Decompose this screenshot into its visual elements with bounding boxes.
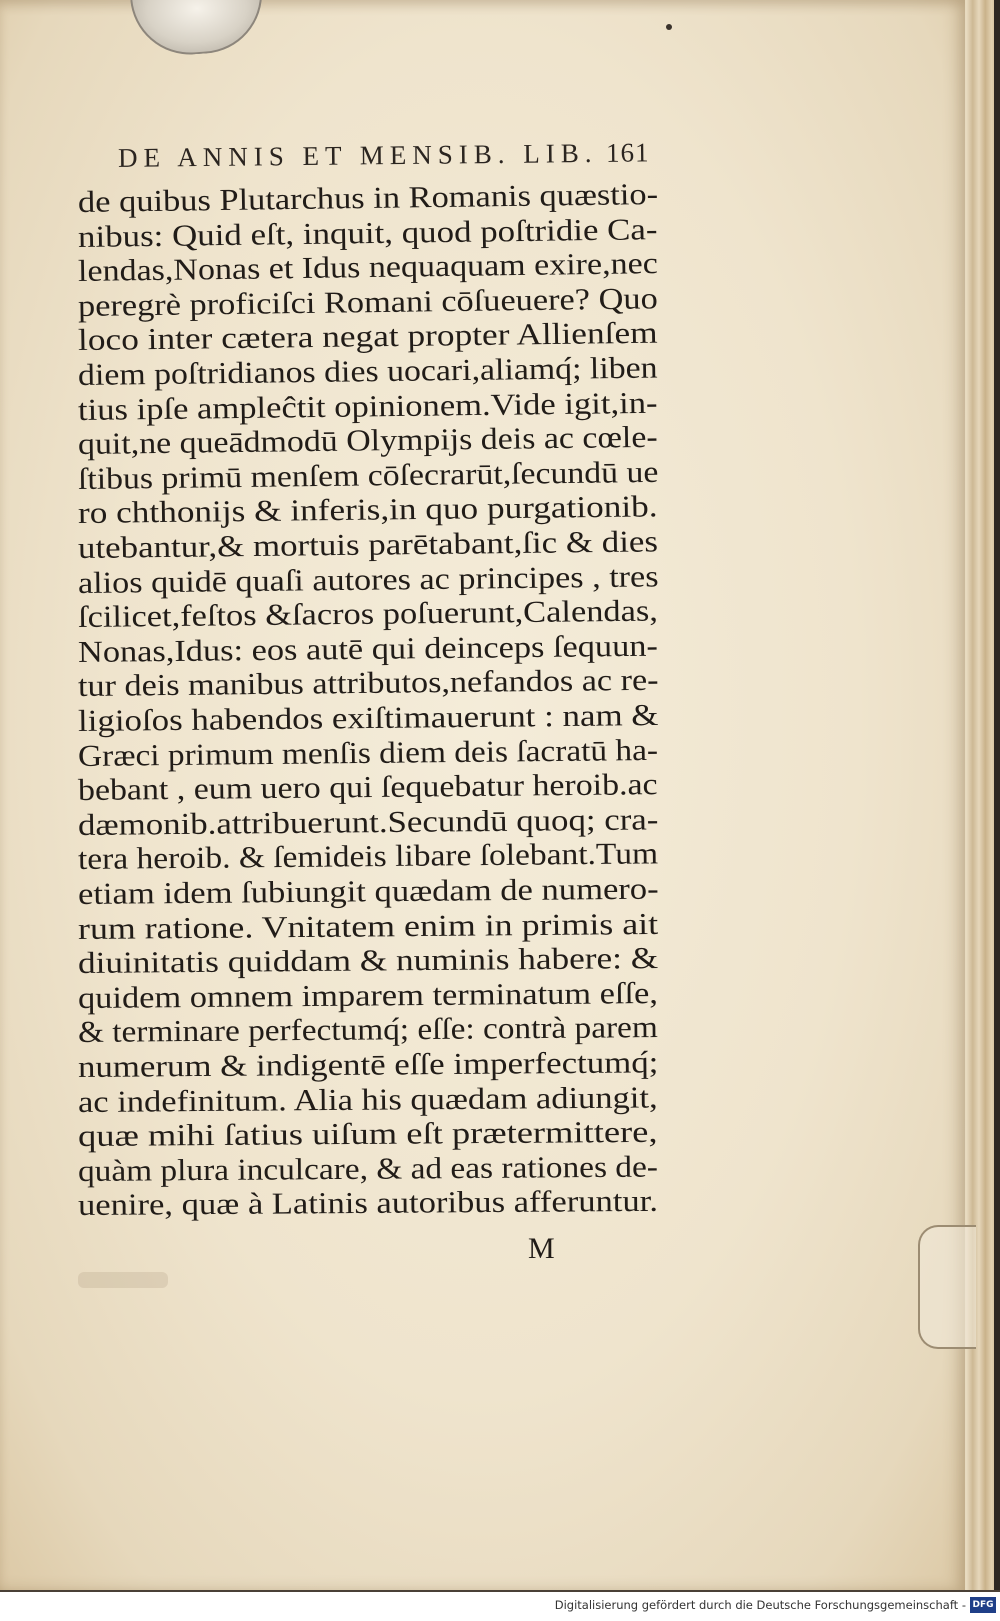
running-head-title: DE ANNIS ET MENSIB. LIB. bbox=[117, 137, 598, 173]
text-line: utebantur,& mortuis parētabant,ſic & dies bbox=[77, 524, 659, 565]
ink-mark bbox=[666, 24, 672, 30]
text-line: tur deis manibus attributos,nefandos ac re- bbox=[77, 663, 659, 704]
footer-bar bbox=[0, 1592, 1000, 1621]
text-line: quit,ne queādmodū Olympijs deis ac cœle- bbox=[77, 419, 658, 462]
text-line: loco inter cætera negat propter Allienſem bbox=[77, 316, 658, 358]
text-line: lendas,Nonas et Idus nequaquam exire,nec bbox=[77, 246, 659, 289]
text-line: Nonas,Idus: eos autē qui deinceps ſequun- bbox=[77, 628, 659, 669]
text-line: rum ratione. Vnitatem enim in primis ait bbox=[77, 906, 659, 946]
text-line: ro chthonijs & inferis,in quo purgationib. bbox=[77, 489, 658, 531]
dfg-logo: DFG bbox=[970, 1597, 996, 1613]
text-line: ſtibus primū menſem cōſecrarūt,ſecundū ue bbox=[77, 454, 659, 496]
text-line: nibus: Quid eſt, inquit, quod poſtridie Ca- bbox=[77, 211, 658, 254]
text-line: diem poſtridianos dies uocari,aliamq́; liben bbox=[77, 350, 658, 392]
text-line: numerum & indigentē eſſe imperfectumq́; bbox=[77, 1045, 659, 1084]
text-line: tius ipſe ampleĉtit opinionem.Vide igit,in- bbox=[77, 385, 658, 427]
text-line: quæ mihi ſatius uiſum eſt prætermittere, bbox=[77, 1115, 658, 1154]
footer-credit: Digitalisierung gefördert durch die Deutsche Forschungsgemeinschaft - bbox=[554, 1598, 966, 1612]
page-tab bbox=[918, 1225, 976, 1349]
text-line: alios quidē quaſi autores ac principes , tres bbox=[77, 558, 659, 600]
text-line: ſcilicet,feſtos &ſacros poſuerunt,Calendas, bbox=[77, 593, 659, 635]
text-line: uenire, quæ à Latinis autoribus afferuntur. bbox=[77, 1184, 659, 1223]
text-line: quàm plura inculcare, & ad eas rationes de- bbox=[77, 1149, 659, 1188]
text-line: quidem omnem imparem terminatum eſſe, bbox=[77, 975, 659, 1015]
text-line: ac indefinitum. Alia his quædam adiungit, bbox=[77, 1080, 658, 1119]
bleed-through-text bbox=[78, 1272, 168, 1288]
book-spine-shadow bbox=[994, 0, 1000, 1590]
catchword: M bbox=[528, 1232, 555, 1265]
text-line: ligioſos habendos exiſtimauerunt : nam & bbox=[77, 698, 659, 738]
running-head bbox=[118, 137, 678, 174]
text-line: dæmonib.attribuerunt.Secundū quoq; cra- bbox=[77, 802, 659, 842]
text-line: etiam idem ſubiungit quædam de numero- bbox=[77, 871, 659, 911]
folio-number: 161 bbox=[605, 137, 650, 168]
page-clip bbox=[130, 0, 266, 59]
text-line: de quibus Plutarchus in Romanis quæstio- bbox=[77, 176, 659, 219]
text-line: tera heroib. & ſemideis libare ſolebant.Tum bbox=[77, 836, 659, 877]
text-line: bebant , eum uero qui ſequebatur heroib.ac bbox=[77, 767, 658, 808]
text-line: peregrè proficiſci Romani cōſueuere? Quo bbox=[77, 281, 658, 323]
text-line: Græci primum menſis diem deis ſacratū ha- bbox=[77, 732, 659, 773]
text-line: & terminare perfectumq́; eſſe: contrà parem bbox=[77, 1010, 658, 1050]
text-line: diuinitatis quiddam & numinis habere: & bbox=[77, 941, 659, 981]
